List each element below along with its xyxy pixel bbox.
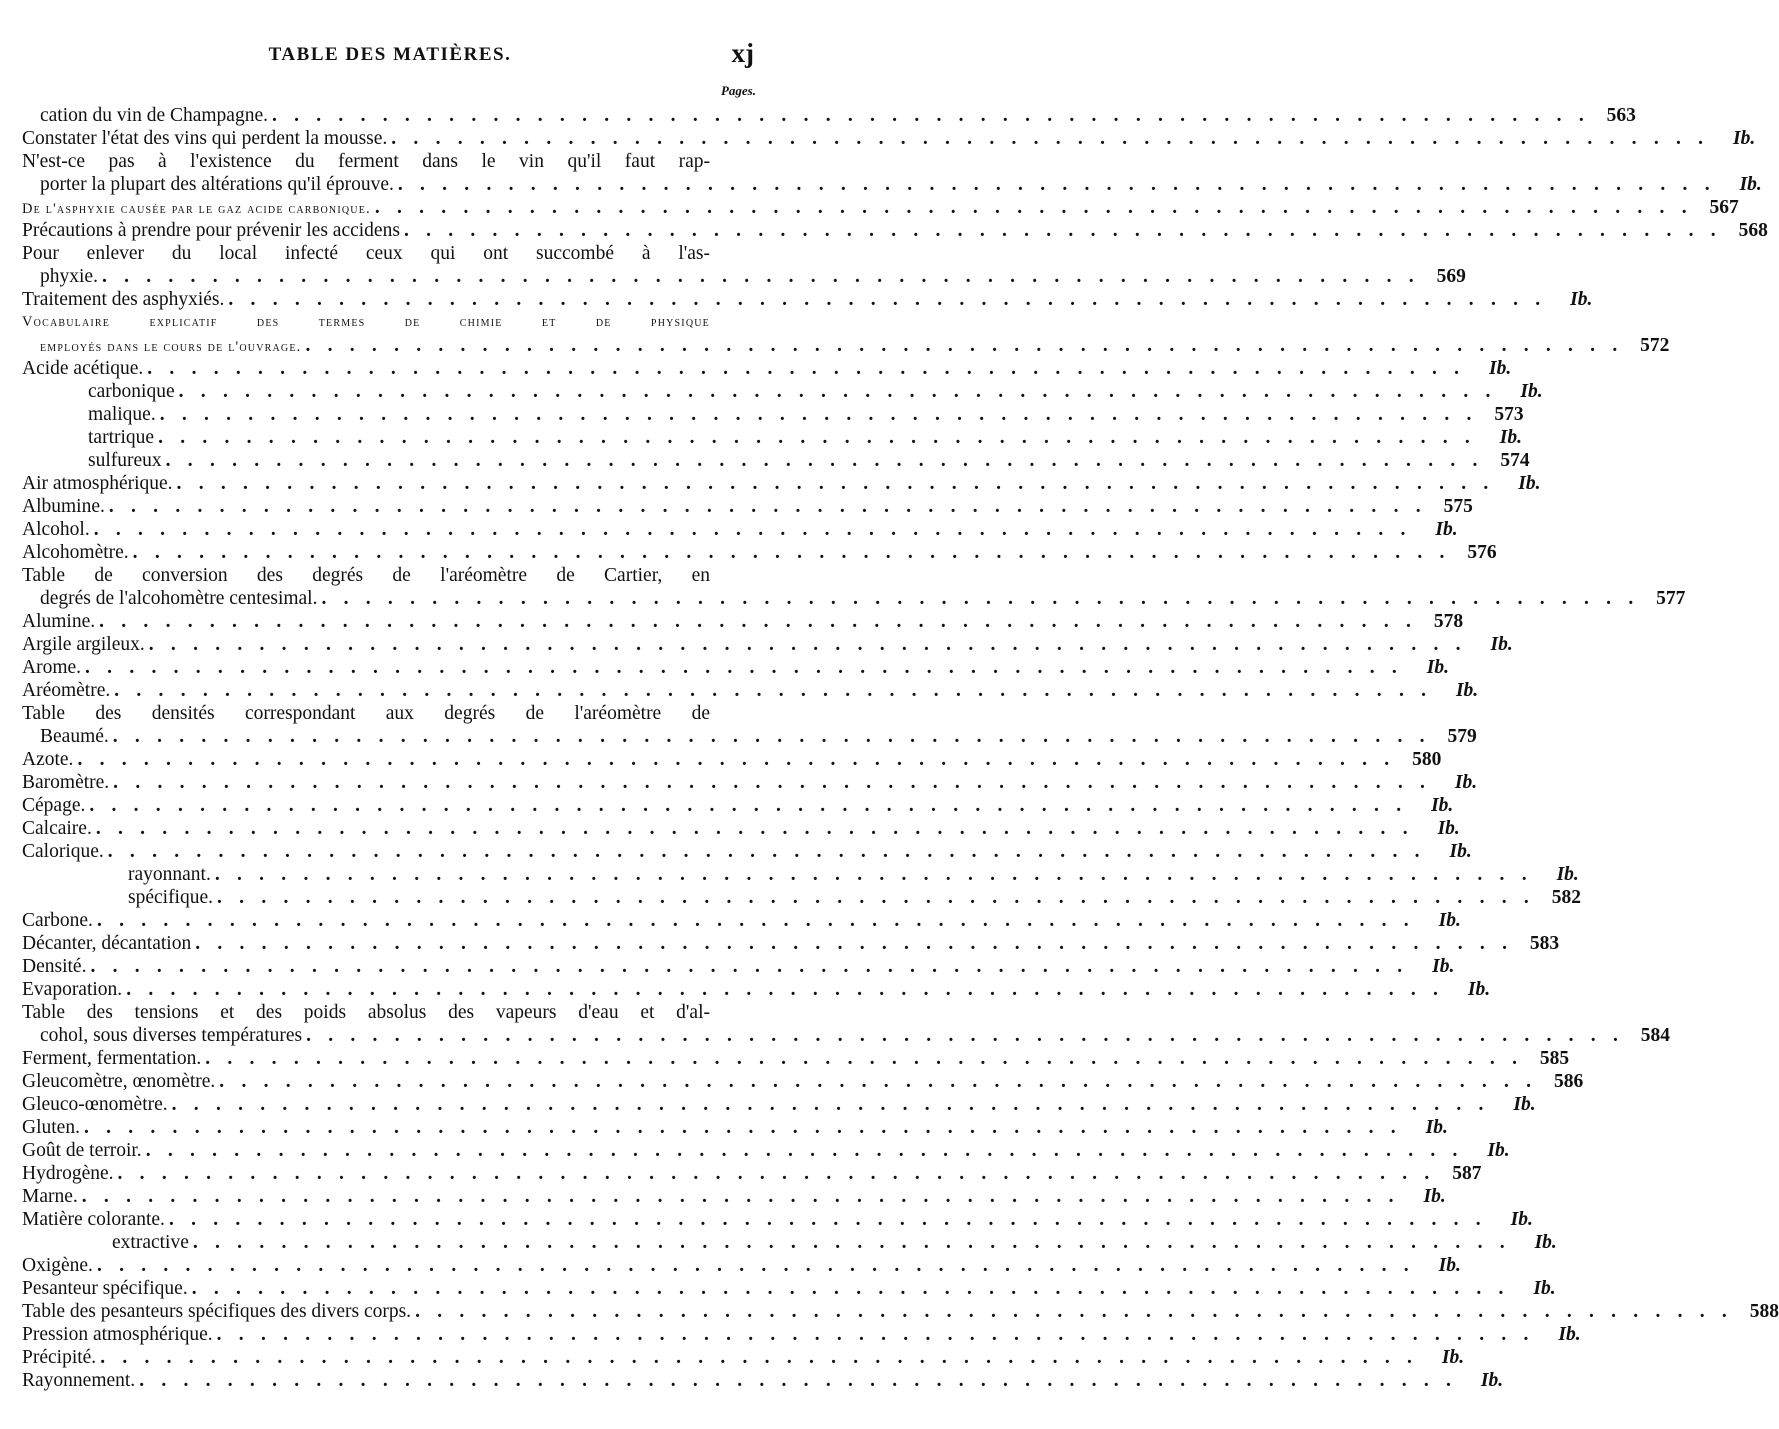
toc-entry-text: Azote. xyxy=(22,749,74,770)
toc-entry-line xyxy=(22,748,1442,771)
toc-page-ref: 572 xyxy=(1640,335,1670,356)
toc-entry-text: Précautions à prendre pour prévenir les accidens xyxy=(22,220,400,241)
toc-page-ref: Ib. xyxy=(1467,979,1491,1000)
toc-entry-text: Pour enlever du local infecté ceux qui ont succombé à l'as- xyxy=(22,243,710,264)
toc-entry-line xyxy=(22,886,1581,909)
toc-entry-line xyxy=(22,380,1543,403)
dot-leader: . . . . . . . . . . . . . . . . . . . . . . . . . . . . . . . . . . . . . . . . . . . . . . . . . . . . . . . . . . . . xyxy=(89,795,1408,816)
toc-entry-text: sulfureux xyxy=(88,450,162,471)
toc-entry-line xyxy=(22,702,756,725)
toc-entry-line xyxy=(22,196,1739,219)
toc-page-ref: Ib. xyxy=(1487,1140,1510,1161)
toc-entry-line xyxy=(22,1185,1446,1208)
toc-entry-line xyxy=(22,863,1579,886)
toc-entry-text: Alcohol. xyxy=(22,519,90,540)
toc-page-ref: 575 xyxy=(1443,496,1473,517)
dot-leader: . . . . . . . . . . . . . . . . . . . . . . . . . . . . . . . . . . . . . . . . . . . . . . . . . . . . . . . . . . . . xyxy=(305,335,1624,356)
toc-entry-line xyxy=(22,265,1466,288)
toc-entry-text: Calorique. xyxy=(22,841,104,862)
toc-entry-line xyxy=(22,656,1449,679)
toc-entry-line xyxy=(22,426,1522,449)
toc-page-ref: Ib. xyxy=(1431,795,1454,816)
toc-page-ref: Ib. xyxy=(1438,1255,1461,1276)
toc-entry-line xyxy=(22,219,1768,242)
toc-page-ref: Ib. xyxy=(1520,381,1543,402)
toc-page-ref: Ib. xyxy=(1513,1094,1536,1115)
toc-entry-text: Cépage. xyxy=(22,795,86,816)
dot-leader: . . . . . . . . . . . . . . . . . . . . . . . . . . . . . . . . . . . . . . . . . . . . . . . . . . . . . . . . . . . . xyxy=(217,887,1535,908)
dot-leader: . . . . . . . . . . . . . . . . . . . . . . . . . . . . . . . . . . . . . . . . . . . . . . . . . . . . . . . . . . . . xyxy=(176,473,1495,494)
table-of-contents xyxy=(22,104,1779,1392)
toc-entry-line xyxy=(22,1093,1536,1116)
toc-page-ref: 587 xyxy=(1452,1163,1482,1184)
toc-entry-line xyxy=(22,932,1560,955)
toc-entry-line xyxy=(22,334,1670,357)
dot-leader: . . . . . . . . . . . . . . . . . . . . . . . . . . . . . . . . . . . . . . . . . . . . . . . . . . . . . . . . . . . . xyxy=(96,910,1415,931)
toc-entry-text: Densité. xyxy=(22,956,87,977)
dot-leader: . . . . . . . . . . . . . . . . . . . . . . . . . . . . . . . . . . . . . . . . . . . . . . . . . . . . . . . . . . . . xyxy=(100,1347,1419,1368)
dot-leader: . . . . . . . . . . . . . . . . . . . . . . . . . . . . . . . . . . . . . . . . . . . . . . . . . . . . . . . . . . . . xyxy=(205,1048,1524,1069)
dot-leader: . . . . . . . . . . . . . . . . . . . . . . . . . . . . . . . . . . . . . . . . . . . . . . . . . . . . . . . . . . . . xyxy=(216,1324,1535,1345)
toc-page-ref: Ib. xyxy=(1733,128,1756,149)
dot-leader: . . . . . . . . . . . . . . . . . . . . . . . . . . . . . . . . . . . . . . . . . . . . . . . . . . . . . . . . . . . . xyxy=(374,197,1693,218)
dot-leader: . . . . . . . . . . . . . . . . . . . . . . . . . . . . . . . . . . . . . . . . . . . . . . . . . . . . . . . . . . . . xyxy=(321,588,1640,609)
toc-entry-line xyxy=(22,1208,1533,1231)
pages-column-label: Pages. xyxy=(720,83,756,98)
toc-page-ref: Ib. xyxy=(1441,1347,1465,1368)
toc-entry-line xyxy=(22,955,1455,978)
toc-entry-line xyxy=(22,564,756,587)
dot-leader: . . . . . . . . . . . . . . . . . . . . . . . . . . . . . . . . . . . . . . . . . . . . . . . . . . . . . . . . . . . . xyxy=(139,1370,1458,1391)
toc-page-ref: 585 xyxy=(1539,1048,1570,1069)
toc-entry-text: Table des tensions et des poids absolus des vapeurs d'eau et d'al- xyxy=(22,1002,710,1023)
toc-entry-text: Constater l'état des vins qui perdent la mousse. xyxy=(22,128,388,149)
toc-entry-line xyxy=(22,1323,1581,1346)
toc-entry-text: Albumine. xyxy=(22,496,105,517)
toc-page-ref: 583 xyxy=(1529,933,1560,954)
toc-entry-line xyxy=(22,633,1513,656)
toc-entry-line xyxy=(22,518,1458,541)
toc-entry-text: Vocabulaire explicatif des termes de chimie et de physique xyxy=(22,314,710,330)
dot-leader: . . . . . . . . . . . . . . . . . . . . . . . . . . . . . . . . . . . . . . . . . . . . . . . . . . . . . . . . . . . . xyxy=(101,266,1420,287)
dot-leader: . . . . . . . . . . . . . . . . . . . . . . . . . . . . . . . . . . . . . . . . . . . . . . . . . . . . . . . . . . . . xyxy=(83,1117,1402,1138)
toc-entry-text: porter la plupart des altérations qu'il éprouve. xyxy=(40,174,394,195)
dot-leader: . . . . . . . . . . . . . . . . . . . . . . . . . . . . . . . . . . . . . . . . . . . . . . . . . . . . . . . . . . . . xyxy=(178,381,1497,402)
dot-leader: . . . . . . . . . . . . . . . . . . . . . . . . . . . . . . . . . . . . . . . . . . . . . . . . . . . . . . . . . . . . xyxy=(99,611,1418,632)
toc-page-ref: Ib. xyxy=(1558,1324,1581,1345)
toc-entry-line xyxy=(22,909,1461,932)
toc-entry-line xyxy=(22,1001,756,1024)
toc-entry-text: Table des pesanteurs spécifiques des divers corps. xyxy=(22,1301,412,1322)
toc-entry-text: Oxigène. xyxy=(22,1255,93,1276)
toc-entry-text: Rayonnement. xyxy=(22,1370,136,1391)
dot-leader: . . . . . . . . . . . . . . . . . . . . . . . . . . . . . . . . . . . . . . . . . . . . . . . . . . . . . . . . . . . . xyxy=(168,1209,1487,1230)
dot-leader: . . . . . . . . . . . . . . . . . . . . . . . . . . . . . . . . . . . . . . . . . . . . . . . . . . . . . . . . . . . . xyxy=(228,289,1547,310)
toc-entry-text: Acide acétique. xyxy=(22,358,144,379)
toc-entry-text: Pression atmosphérique. xyxy=(22,1324,213,1345)
toc-entry-line xyxy=(22,725,1477,748)
toc-entry-text: Table des densités correspondant aux degrés de l'aréomètre de xyxy=(22,703,710,724)
toc-entry-line xyxy=(22,242,756,265)
dot-leader: . . . . . . . . . . . . . . . . . . . . . . . . . . . . . . . . . . . . . . . . . . . . . . . . . . . . . . . . . . . . xyxy=(214,864,1533,885)
toc-entry-line xyxy=(22,357,1512,380)
toc-entry-text: Alcohomètre. xyxy=(22,542,129,563)
toc-page-ref: 567 xyxy=(1709,197,1739,218)
toc-entry-line xyxy=(22,403,1524,426)
toc-entry-text: Matière colorante. xyxy=(22,1209,165,1230)
toc-entry-line xyxy=(22,449,1530,472)
toc-page-ref: 563 xyxy=(1606,105,1636,126)
toc-entry-text: Précipité. xyxy=(22,1347,97,1368)
dot-leader: . . . . . . . . . . . . . . . . . . . . . . . . . . . . . . . . . . . . . . . . . . . . . . . . . . . . . . . . . . . . xyxy=(391,128,1710,149)
dot-leader: . . . . . . . . . . . . . . . . . . . . . . . . . . . . . . . . . . . . . . . . . . . . . . . . . . . . . . . . . . . . xyxy=(112,726,1431,747)
dot-leader: . . . . . . . . . . . . . . . . . . . . . . . . . . . . . . . . . . . . . . . . . . . . . . . . . . . . . . . . . . . . xyxy=(107,841,1426,862)
toc-entry-line xyxy=(22,771,1478,794)
toc-entry-text: Goût de terroir. xyxy=(22,1140,142,1161)
dot-leader: . . . . . . . . . . . . . . . . . . . . . . . . . . . . . . . . . . . . . . . . . . . . . . . . . . . . . . . . . . . . xyxy=(191,1278,1510,1299)
toc-entry-text: Marne. xyxy=(22,1186,78,1207)
toc-entry-line xyxy=(22,817,1460,840)
toc-entry-text: Baromètre. xyxy=(22,772,110,793)
toc-entry-text: Pesanteur spécifique. xyxy=(22,1278,188,1299)
toc-page-ref: 584 xyxy=(1640,1025,1671,1046)
toc-entry-line xyxy=(22,1162,1482,1185)
dot-leader: . . . . . . . . . . . . . . . . . . . . . . . . . . . . . . . . . . . . . . . . . . . . . . . . . . . . . . . . . . . . xyxy=(81,1186,1400,1207)
toc-page-ref: 577 xyxy=(1656,588,1686,609)
toc-entry-line xyxy=(22,311,756,334)
toc-page-ref: Ib. xyxy=(1510,1209,1533,1230)
dot-leader: . . . . . . . . . . . . . . . . . . . . . . . . . . . . . . . . . . . . . . . . . . . . . . . . . . . . . . . . . . . . xyxy=(77,749,1396,770)
toc-entry-text: Gleuco-œnomètre. xyxy=(22,1094,168,1115)
toc-page-ref: Ib. xyxy=(1490,634,1513,655)
toc-entry-text: employés dans le cours de l'ouvrage. xyxy=(40,339,302,355)
toc-entry-line xyxy=(22,1139,1510,1162)
toc-page-ref: Ib. xyxy=(1556,864,1579,885)
toc-entry-line xyxy=(22,1231,1557,1254)
toc-page-ref: 588 xyxy=(1749,1301,1779,1322)
toc-page-ref: Ib. xyxy=(1438,910,1461,931)
toc-entry-text: Argile argileux. xyxy=(22,634,145,655)
dot-leader: . . . . . . . . . . . . . . . . . . . . . . . . . . . . . . . . . . . . . . . . . . . . . . . . . . . . . . . . . . . . xyxy=(90,956,1409,977)
toc-page-ref: 586 xyxy=(1553,1071,1584,1092)
toc-page-ref: Ib. xyxy=(1454,772,1478,793)
toc-page-ref: Ib. xyxy=(1425,1117,1448,1138)
toc-entry-line xyxy=(22,104,1636,127)
dot-leader: . . . . . . . . . . . . . . . . . . . . . . . . . . . . . . . . . . . . . . . . . . . . . . . . . . . . . . . . . . . . xyxy=(113,772,1432,793)
toc-entry-line xyxy=(22,1047,1570,1070)
dot-leader: . . . . . . . . . . . . . . . . . . . . . . . . . . . . . . . . . . . . . . . . . . . . . . . . . . . . . . . . . . . . xyxy=(117,1163,1436,1184)
toc-entry-text: Beaumé. xyxy=(40,726,109,747)
toc-page-ref: 578 xyxy=(1433,611,1464,632)
toc-entry-line xyxy=(22,1369,1504,1392)
toc-entry-text: Aréomètre. xyxy=(22,680,111,701)
dot-leader: . . . . . . . . . . . . . . . . . . . . . . . . . . . . . . . . . . . . . . . . . . . . . . . . . . . . . . . . . . . . xyxy=(132,542,1451,563)
toc-page-ref: 569 xyxy=(1436,266,1466,287)
toc-entry-text: Carbone. xyxy=(22,910,93,931)
toc-entry-text: spécifique. xyxy=(128,887,214,908)
dot-leader: . . . . . . . . . . . . . . . . . . . . . . . . . . . . . . . . . . . . . . . . . . . . . . . . . . . . . . . . . . . . xyxy=(145,1140,1464,1161)
toc-page-ref: Ib. xyxy=(1432,956,1455,977)
toc-entry-text: degrés de l'alcohomètre centesimal. xyxy=(40,588,318,609)
toc-page-ref: 579 xyxy=(1447,726,1477,747)
toc-entry-text: Table de conversion des degrés de l'aréomètre de Cartier, en xyxy=(22,565,710,586)
toc-page-ref: Ib. xyxy=(1488,358,1512,379)
toc-entry-line xyxy=(22,1024,1671,1047)
toc-page-ref: Ib. xyxy=(1449,841,1472,862)
dot-leader: . . . . . . . . . . . . . . . . . . . . . . . . . . . . . . . . . . . . . . . . . . . . . . . . . . . . . . . . . . . . xyxy=(147,358,1466,379)
toc-page-ref: Ib. xyxy=(1570,289,1593,310)
toc-entry-line xyxy=(22,587,1686,610)
toc-entry-line xyxy=(22,173,1762,196)
toc-entry-text: Alumine. xyxy=(22,611,96,632)
toc-page-ref: Ib. xyxy=(1426,657,1449,678)
toc-page-ref: Ib. xyxy=(1455,680,1479,701)
toc-page-ref: 582 xyxy=(1551,887,1581,908)
toc-entry-line xyxy=(22,1300,1779,1323)
dot-leader: . . . . . . . . . . . . . . . . . . . . . . . . . . . . . . . . . . . . . . . . . . . . . . . . . . . . . . . . . . . . xyxy=(96,1255,1415,1276)
toc-entry-line xyxy=(22,495,1473,518)
toc-entry-text: Air atmosphérique. xyxy=(22,473,173,494)
toc-page-ref: Ib. xyxy=(1480,1370,1504,1391)
dot-leader: . . . . . . . . . . . . . . . . . . . . . . . . . . . . . . . . . . . . . . . . . . . . . . . . . . . . . . . . . . . . xyxy=(306,1025,1625,1046)
toc-entry-text: malique. xyxy=(88,404,156,425)
toc-page-ref: Ib. xyxy=(1435,519,1458,540)
toc-entry-text: Décanter, décantation xyxy=(22,933,192,954)
toc-entry-line xyxy=(22,610,1464,633)
toc-page-ref: Ib. xyxy=(1739,174,1762,195)
dot-leader: . . . . . . . . . . . . . . . . . . . . . . . . . . . . . . . . . . . . . . . . . . . . . . . . . . . . . . . . . . . . xyxy=(192,1232,1511,1253)
page-title: TABLE DES MATIÈRES. xyxy=(268,44,512,65)
toc-page-ref: 576 xyxy=(1467,542,1497,563)
toc-entry-line xyxy=(22,1070,1584,1093)
toc-entry-line xyxy=(22,794,1454,817)
dot-leader: . . . . . . . . . . . . . . . . . . . . . . . . . . . . . . . . . . . . . . . . . . . . . . . . . . . . . . . . . . . . xyxy=(95,818,1414,839)
dot-leader: . . . . . . . . . . . . . . . . . . . . . . . . . . . . . . . . . . . . . . . . . . . . . . . . . . . . . . . . . . . . xyxy=(403,220,1722,241)
toc-entry-line xyxy=(22,1277,1556,1300)
toc-entry-text: Evaporation. xyxy=(22,979,123,1000)
dot-leader: . . . . . . . . . . . . . . . . . . . . . . . . . . . . . . . . . . . . . . . . . . . . . . . . . . . . . . . . . . . . xyxy=(171,1094,1490,1115)
toc-entry-text: tartrique xyxy=(88,427,155,448)
dot-leader: . . . . . . . . . . . . . . . . . . . . . . . . . . . . . . . . . . . . . . . . . . . . . . . . . . . . . . . . . . . . xyxy=(114,680,1433,701)
toc-page-ref: Ib. xyxy=(1423,1186,1446,1207)
dot-leader: . . . . . . . . . . . . . . . . . . . . . . . . . . . . . . . . . . . . . . . . . . . . . . . . . . . . . . . . . . . . xyxy=(126,979,1445,1000)
toc-entry-line xyxy=(22,472,1541,495)
toc-entry-text: carbonique xyxy=(88,381,175,402)
toc-page-ref: Ib. xyxy=(1534,1232,1557,1253)
toc-page-ref: Ib. xyxy=(1533,1278,1556,1299)
dot-leader: . . . . . . . . . . . . . . . . . . . . . . . . . . . . . . . . . . . . . . . . . . . . . . . . . . . . . . . . . . . . xyxy=(93,519,1412,540)
page-number: xj xyxy=(731,38,754,68)
toc-entry-text: Calcaire. xyxy=(22,818,92,839)
dot-leader: . . . . . . . . . . . . . . . . . . . . . . . . . . . . . . . . . . . . . . . . . . . . . . . . . . . . . . . . . . . . xyxy=(85,657,1403,678)
toc-entry-line xyxy=(22,150,756,173)
toc-entry-line xyxy=(22,127,1756,150)
toc-entry-text: Ferment, fermentation. xyxy=(22,1048,202,1069)
toc-entry-line xyxy=(22,288,1593,311)
dot-leader: . . . . . . . . . . . . . . . . . . . . . . . . . . . . . . . . . . . . . . . . . . . . . . . . . . . . . . . . . . . . xyxy=(415,1301,1733,1322)
toc-entry-text: Gleucomètre, œnomètre. xyxy=(22,1071,216,1092)
toc-entry-text: extractive xyxy=(112,1232,189,1253)
toc-entry-line xyxy=(22,1116,1448,1139)
toc-entry-line xyxy=(22,1254,1461,1277)
toc-entry-text: cohol, sous diverses températures xyxy=(40,1025,303,1046)
toc-entry-line xyxy=(22,978,1491,1001)
toc-entry-line xyxy=(22,1346,1465,1369)
toc-page-ref: 580 xyxy=(1412,749,1442,770)
dot-leader: . . . . . . . . . . . . . . . . . . . . . . . . . . . . . . . . . . . . . . . . . . . . . . . . . . . . . . . . . . . . xyxy=(158,427,1476,448)
toc-page-ref: Ib. xyxy=(1437,818,1460,839)
dot-leader: . . . . . . . . . . . . . . . . . . . . . . . . . . . . . . . . . . . . . . . . . . . . . . . . . . . . . . . . . . . . xyxy=(219,1071,1538,1092)
toc-entry-text: phyxie. xyxy=(40,266,98,287)
toc-page-ref: Ib. xyxy=(1499,427,1522,448)
dot-leader: . . . . . . . . . . . . . . . . . . . . . . . . . . . . . . . . . . . . . . . . . . . . . . . . . . . . . . . . . . . . xyxy=(271,105,1590,126)
toc-page-ref: 574 xyxy=(1500,450,1530,471)
dot-leader: . . . . . . . . . . . . . . . . . . . . . . . . . . . . . . . . . . . . . . . . . . . . . . . . . . . . . . . . . . . . xyxy=(108,496,1427,517)
dot-leader: . . . . . . . . . . . . . . . . . . . . . . . . . . . . . . . . . . . . . . . . . . . . . . . . . . . . . . . . . . . . xyxy=(159,404,1478,425)
dot-leader: . . . . . . . . . . . . . . . . . . . . . . . . . . . . . . . . . . . . . . . . . . . . . . . . . . . . . . . . . . . . xyxy=(397,174,1716,195)
toc-entry-text: De l'asphyxie causée par le gaz acide carbonique. xyxy=(22,201,371,217)
dot-leader: . . . . . . . . . . . . . . . . . . . . . . . . . . . . . . . . . . . . . . . . . . . . . . . . . . . . . . . . . . . . xyxy=(148,634,1467,655)
toc-entry-line xyxy=(22,840,1472,863)
toc-entry-text: Traitement des asphyxiés. xyxy=(22,289,225,310)
dot-leader: . . . . . . . . . . . . . . . . . . . . . . . . . . . . . . . . . . . . . . . . . . . . . . . . . . . . . . . . . . . . xyxy=(195,933,1514,954)
toc-entry-text: Arome. xyxy=(22,657,82,678)
toc-entry-line xyxy=(22,679,1479,702)
toc-entry-text: rayonnant. xyxy=(128,864,211,885)
toc-page-ref: 573 xyxy=(1494,404,1524,425)
toc-entry-text: cation du vin de Champagne. xyxy=(40,105,268,126)
toc-page-ref: 568 xyxy=(1738,220,1768,241)
toc-entry-text: Hydrogène. xyxy=(22,1163,114,1184)
dot-leader: . . . . . . . . . . . . . . . . . . . . . . . . . . . . . . . . . . . . . . . . . . . . . . . . . . . . . . . . . . . . xyxy=(165,450,1484,471)
toc-entry-text: Gluten. xyxy=(22,1117,80,1138)
toc-entry-line xyxy=(22,541,1497,564)
toc-page-ref: Ib. xyxy=(1518,473,1541,494)
toc-entry-text: N'est-ce pas à l'existence du ferment dans le vin qu'il faut rap- xyxy=(22,151,710,172)
